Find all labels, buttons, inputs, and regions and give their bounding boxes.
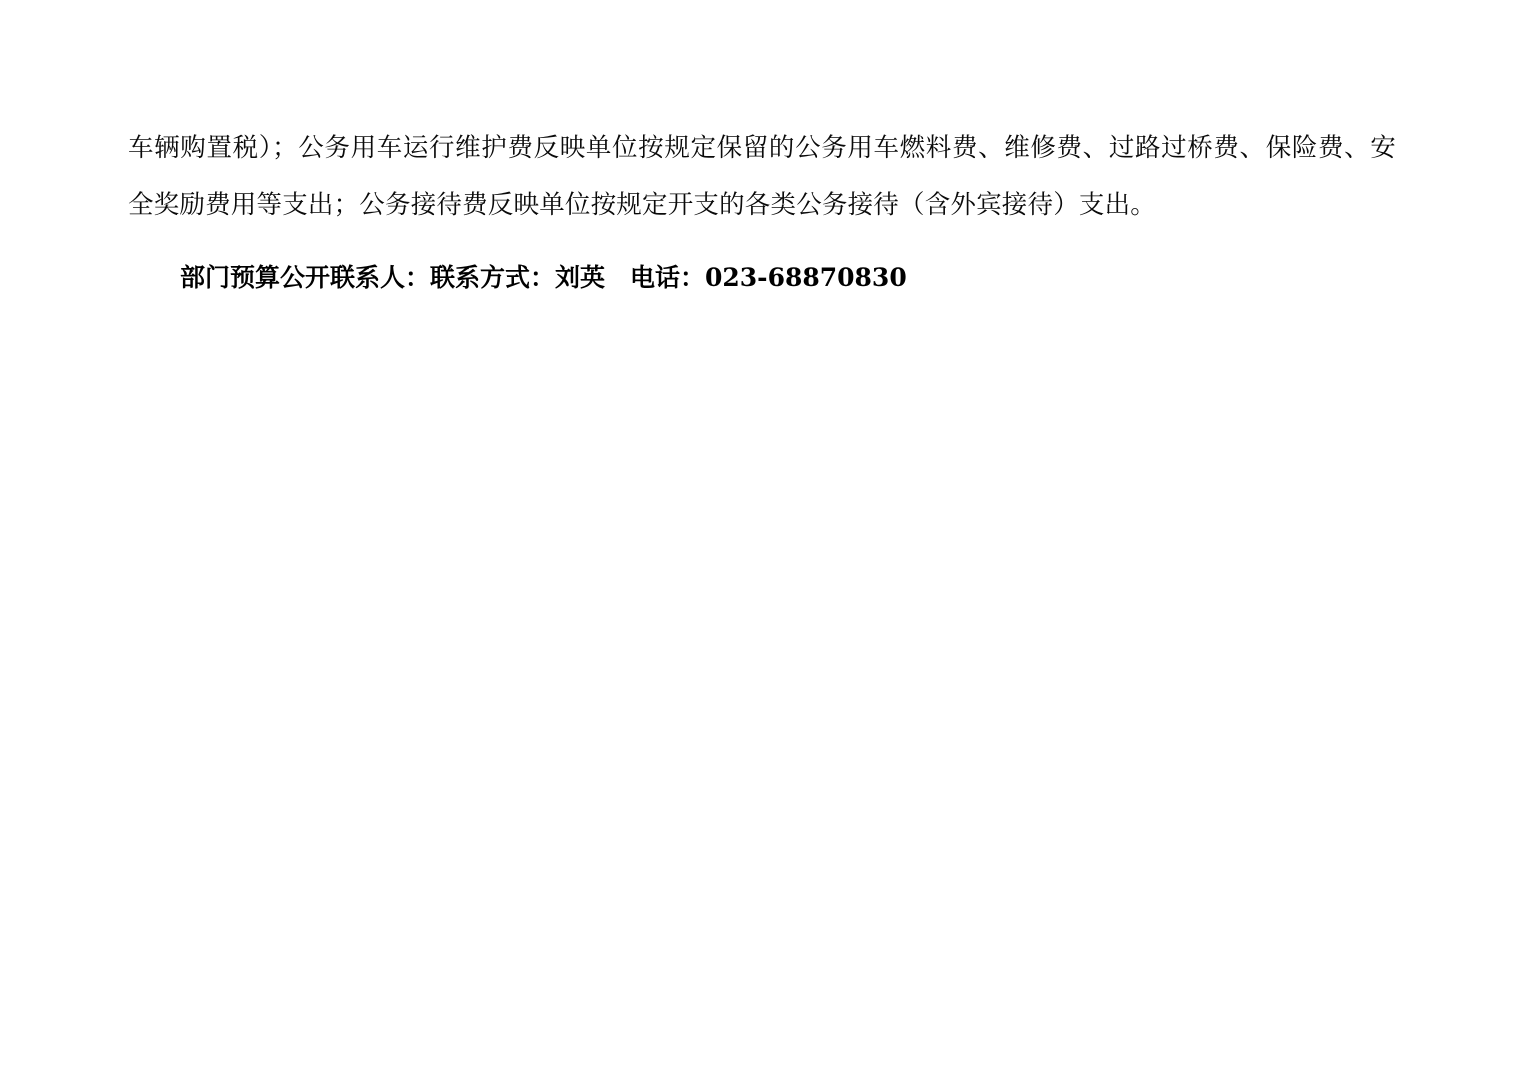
budget-contact-line: 部门预算公开联系人：联系方式：刘英 电话：023-68870830 <box>180 263 907 292</box>
body-paragraph: 车辆购置税）；公务用车运行维护费反映单位按规定保留的公务用车燃料费、维修费、过路过桥费、保险费、安全奖励费用等支出；公务接待费反映单位按规定开支的各类公务接待（含外宾接待）支出。 <box>128 133 1396 220</box>
document-content <box>128 120 1396 300</box>
